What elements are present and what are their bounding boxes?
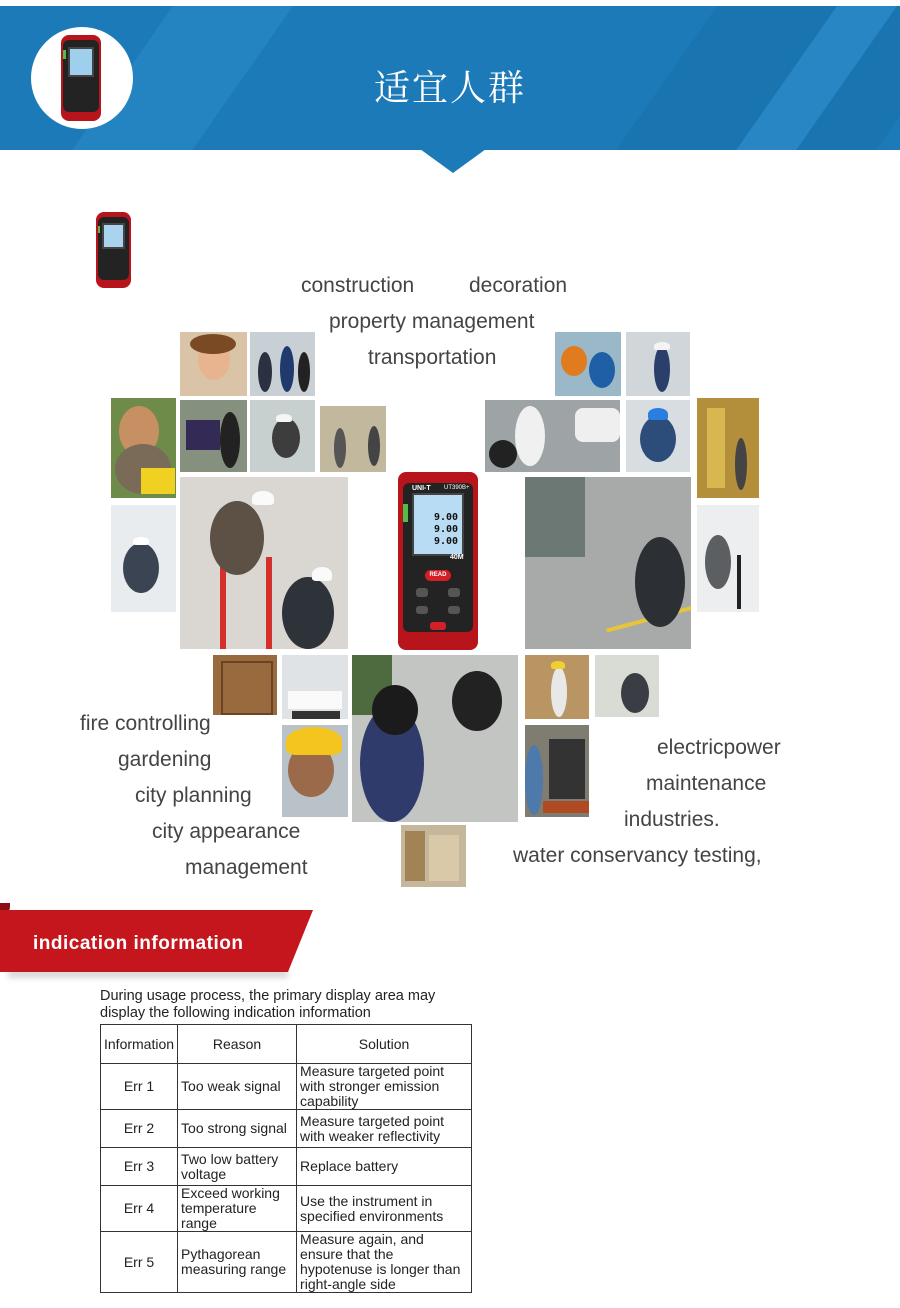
photo-kneeling-worker: [250, 400, 315, 472]
err-code: Err 4: [101, 1186, 178, 1232]
table-header-row: [101, 1025, 472, 1064]
table-row: [101, 1186, 472, 1232]
device-reading-1: 9.00: [434, 512, 459, 523]
err-code: Err 1: [101, 1064, 178, 1110]
table-row: [101, 1148, 472, 1186]
banner-pointer: [420, 149, 486, 173]
caption-property-management: property management: [329, 310, 535, 333]
photo-crouching-worker: [111, 505, 176, 612]
photo-woman-smiling: [180, 332, 247, 396]
table-row: [101, 1110, 472, 1148]
photo-stairs-workers: [352, 655, 518, 822]
header-reason: Reason: [178, 1025, 297, 1064]
device-reading-2: 9.00: [434, 524, 459, 535]
device-range-label: 40M: [450, 554, 464, 561]
err-reason: Exceed working temperature range: [178, 1186, 297, 1232]
err-solution: Use the instrument in specified environments: [297, 1186, 472, 1232]
photo-man-tape: [111, 398, 176, 498]
caption-maintenance: maintenance: [646, 772, 767, 795]
err-solution: Measure again, and ensure that the hypotenuse is longer than right-angle side: [297, 1232, 472, 1293]
caption-construction: construction: [301, 274, 415, 297]
photo-machinery: [525, 725, 589, 817]
err-reason: Pythagorean measuring range: [178, 1232, 297, 1293]
photo-presentation: [180, 400, 247, 472]
caption-transportation: transportation: [368, 346, 497, 369]
photo-industrial-plant: [697, 398, 759, 498]
photo-ladder-workers: [180, 477, 348, 649]
photo-helmet-worker: [626, 400, 690, 472]
err-reason: Too weak signal: [178, 1064, 297, 1110]
photo-workers-snow: [250, 332, 315, 396]
device-model: UT390B+: [444, 485, 470, 491]
err-code: Err 2: [101, 1110, 178, 1148]
product-thumbnail: [96, 212, 131, 288]
page-title: 适宜人群: [373, 68, 526, 109]
table-row: [101, 1232, 472, 1293]
err-solution: Measure targeted point with stronger emission capability: [297, 1064, 472, 1110]
err-code: Err 5: [101, 1232, 178, 1293]
photo-measuring-site: [555, 332, 621, 396]
table-row: [101, 1064, 472, 1110]
caption-fire-controlling: fire controlling: [80, 712, 211, 735]
photo-surveyor: [626, 332, 690, 396]
photo-carpenter: [525, 655, 589, 719]
err-reason: Too strong signal: [178, 1110, 297, 1148]
photo-wood-cabinets: [213, 655, 277, 715]
device-read-button: READ: [425, 570, 451, 581]
caption-city-appearance: city appearance: [152, 820, 301, 843]
device-brand: UNI-T: [412, 485, 431, 492]
caption-management: management: [185, 856, 308, 879]
err-solution: Measure targeted point with weaker reflectivity: [297, 1110, 472, 1148]
photo-construction-yard: [320, 406, 386, 472]
product-image: [398, 472, 478, 650]
caption-water-conservancy: water conservancy testing,: [513, 844, 762, 867]
section-intro: During usage process, the primary display area may display the following indication information: [100, 988, 436, 1021]
caption-electricpower: electricpower: [657, 736, 781, 759]
err-solution: Replace battery: [297, 1148, 472, 1186]
section-title: indication information: [33, 933, 244, 954]
header-solution: Solution: [297, 1025, 472, 1064]
caption-gardening: gardening: [118, 748, 212, 771]
photo-yellow-helmet: [282, 725, 348, 817]
caption-industries: industries.: [624, 808, 720, 831]
err-reason: Two low battery voltage: [178, 1148, 297, 1186]
header-information: Information: [101, 1025, 178, 1064]
photo-living-room: [282, 655, 348, 719]
device-reading-3: 9.00: [434, 536, 459, 547]
err-code: Err 3: [101, 1148, 178, 1186]
caption-decoration: decoration: [469, 274, 568, 297]
photo-floor-measuring: [525, 477, 691, 649]
indication-table: [100, 1024, 472, 1293]
caption-city-planning: city planning: [135, 784, 252, 807]
photo-warehouse: [401, 825, 466, 887]
photo-car-measuring: [485, 400, 620, 472]
photo-camera-man: [697, 505, 759, 612]
photo-interior-worker: [595, 655, 659, 717]
